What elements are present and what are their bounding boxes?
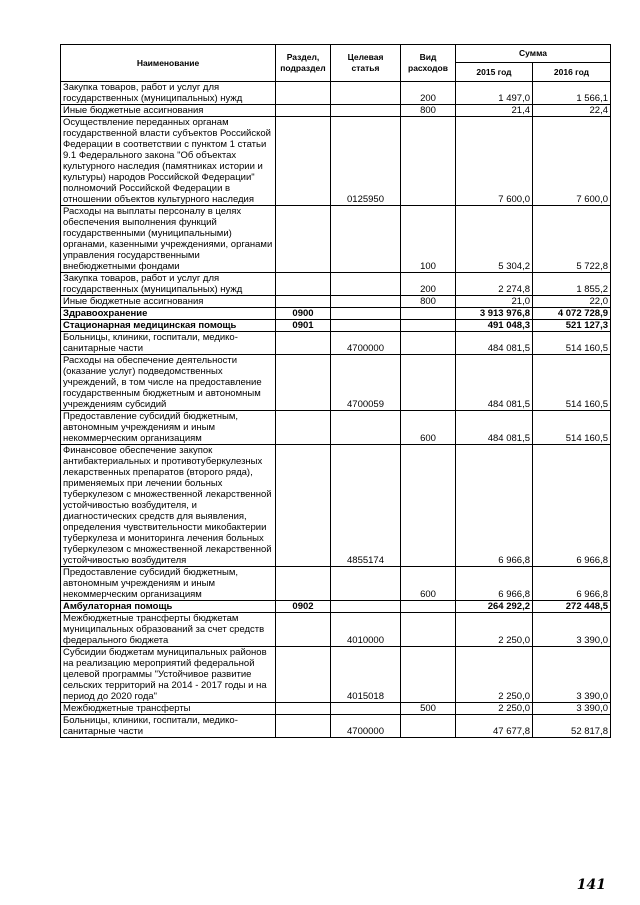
cell-y2016: 521 127,3 (533, 320, 611, 332)
cell-target: 4700000 (331, 332, 401, 355)
cell-name: Здравоохранение (61, 308, 276, 320)
cell-name: Финансовое обеспечение закупок антибактериальных и противотуберкулезных лекарственных препаратов (второго ряда), применяемых при лечении больных туберкулезом с множественной лекарственной устойчивостью возбудителя, и диагностических средств для выявления, определения чувствительности микобактерии туберкулеза и мониторинга лечения больных туберкулезом с множественной лекарственной устойчивостью возбудителя (61, 445, 276, 567)
cell-y2015: 2 250,0 (456, 647, 533, 703)
cell-type: 500 (401, 703, 456, 715)
cell-target: 4855174 (331, 445, 401, 567)
cell-type (401, 647, 456, 703)
cell-y2015: 21,0 (456, 296, 533, 308)
cell-y2015: 2 250,0 (456, 703, 533, 715)
cell-y2015: 484 081,5 (456, 332, 533, 355)
table-row (61, 296, 611, 308)
header-type: Вид расходов (401, 45, 456, 82)
cell-name: Закупка товаров, работ и услуг для государственных (муниципальных) нужд (61, 82, 276, 105)
table-body (61, 82, 611, 738)
table-row (61, 206, 611, 273)
cell-type (401, 320, 456, 332)
cell-section (276, 411, 331, 445)
cell-target (331, 105, 401, 117)
cell-target: 0125950 (331, 117, 401, 206)
cell-y2015: 1 497,0 (456, 82, 533, 105)
cell-y2016: 1 566,1 (533, 82, 611, 105)
cell-type: 600 (401, 567, 456, 601)
cell-target (331, 320, 401, 332)
cell-y2015: 484 081,5 (456, 411, 533, 445)
cell-y2015: 3 913 976,8 (456, 308, 533, 320)
cell-section: 0902 (276, 601, 331, 613)
cell-y2015: 2 250,0 (456, 613, 533, 647)
cell-target (331, 308, 401, 320)
cell-section (276, 117, 331, 206)
table-row (61, 601, 611, 613)
cell-section (276, 715, 331, 738)
cell-type (401, 445, 456, 567)
page-number: 141 (576, 877, 606, 893)
cell-y2016: 22,0 (533, 296, 611, 308)
cell-y2015: 6 966,8 (456, 567, 533, 601)
table-row (61, 445, 611, 567)
cell-name: Больницы, клиники, госпитали, медико-санитарные части (61, 332, 276, 355)
cell-type (401, 715, 456, 738)
cell-section (276, 206, 331, 273)
cell-y2015: 5 304,2 (456, 206, 533, 273)
cell-y2015: 47 677,8 (456, 715, 533, 738)
cell-section: 0901 (276, 320, 331, 332)
cell-y2015: 7 600,0 (456, 117, 533, 206)
table-row (61, 332, 611, 355)
cell-y2016: 3 390,0 (533, 647, 611, 703)
cell-type: 200 (401, 82, 456, 105)
cell-target (331, 296, 401, 308)
cell-name: Расходы на выплаты персоналу в целях обеспечения выполнения функций государственными (муниципальными) органами, казенными учреждениями, органами управления государственными внебюджетными фондами (61, 206, 276, 273)
cell-y2016: 6 966,8 (533, 567, 611, 601)
cell-type: 800 (401, 296, 456, 308)
cell-target (331, 567, 401, 601)
cell-name: Расходы на обеспечение деятельности (оказание услуг) подведомственных учреждений, в том числе на предоставление государственным бюджетным и автономным учреждениям субсидий (61, 355, 276, 411)
header-target: Целевая статья (331, 45, 401, 82)
table-row (61, 411, 611, 445)
table-row (61, 82, 611, 105)
table-row (61, 647, 611, 703)
cell-name: Субсидии бюджетам муниципальных районов на реализацию мероприятий федеральной целевой программы "Устойчивое развитие сельских территорий на 2014 - 2017 годы и на период до 2020 года" (61, 647, 276, 703)
cell-target (331, 206, 401, 273)
table-row (61, 105, 611, 117)
cell-y2016: 514 160,5 (533, 355, 611, 411)
cell-y2016: 4 072 728,9 (533, 308, 611, 320)
cell-name: Осуществление переданных органам государственной власти субъектов Российской Федерации в соответствии с пунктом 1 статьи 9.1 Федерального закона "Об объектах культурного наследия (памятниках истории и культуры) народов Российской Федерации" полномочий Российской Федерации в отношении объектов культурного наследия (61, 117, 276, 206)
cell-section (276, 355, 331, 411)
cell-target (331, 703, 401, 715)
cell-section (276, 82, 331, 105)
cell-target: 4700000 (331, 715, 401, 738)
header-year-2015: 2015 год (456, 63, 533, 82)
cell-target (331, 601, 401, 613)
cell-type (401, 308, 456, 320)
cell-section (276, 613, 331, 647)
cell-section (276, 273, 331, 296)
cell-y2015: 491 048,3 (456, 320, 533, 332)
cell-type (401, 355, 456, 411)
table-row (61, 117, 611, 206)
header-year-2016: 2016 год (533, 63, 611, 82)
cell-y2016: 514 160,5 (533, 411, 611, 445)
cell-type: 200 (401, 273, 456, 296)
cell-section: 0900 (276, 308, 331, 320)
cell-name: Иные бюджетные ассигнования (61, 105, 276, 117)
cell-target (331, 82, 401, 105)
cell-y2016: 7 600,0 (533, 117, 611, 206)
cell-y2016: 1 855,2 (533, 273, 611, 296)
cell-section (276, 703, 331, 715)
table-row (61, 703, 611, 715)
cell-type: 100 (401, 206, 456, 273)
cell-y2016: 3 390,0 (533, 703, 611, 715)
cell-type (401, 332, 456, 355)
cell-target (331, 273, 401, 296)
header-section: Раздел, подраздел (276, 45, 331, 82)
cell-section (276, 567, 331, 601)
cell-name: Иные бюджетные ассигнования (61, 296, 276, 308)
cell-y2016: 272 448,5 (533, 601, 611, 613)
header-name: Наименование (61, 45, 276, 82)
cell-section (276, 647, 331, 703)
cell-y2016: 6 966,8 (533, 445, 611, 567)
cell-name: Межбюджетные трансферты (61, 703, 276, 715)
cell-section (276, 445, 331, 567)
cell-target: 4010000 (331, 613, 401, 647)
cell-type: 800 (401, 105, 456, 117)
table-row (61, 715, 611, 738)
cell-y2015: 21,4 (456, 105, 533, 117)
header-sum: Сумма (456, 45, 611, 63)
table-row (61, 355, 611, 411)
table-row (61, 567, 611, 601)
cell-type (401, 613, 456, 647)
cell-section (276, 332, 331, 355)
cell-y2015: 2 274,8 (456, 273, 533, 296)
cell-y2015: 264 292,2 (456, 601, 533, 613)
cell-y2016: 514 160,5 (533, 332, 611, 355)
cell-name: Стационарная медицинская помощь (61, 320, 276, 332)
table-row (61, 308, 611, 320)
cell-name: Закупка товаров, работ и услуг для государственных (муниципальных) нужд (61, 273, 276, 296)
table-row (61, 273, 611, 296)
cell-y2015: 6 966,8 (456, 445, 533, 567)
cell-name: Межбюджетные трансферты бюджетам муниципальных образований за счет средств федерального бюджета (61, 613, 276, 647)
cell-type (401, 601, 456, 613)
table-row (61, 320, 611, 332)
cell-y2016: 22,4 (533, 105, 611, 117)
cell-section (276, 105, 331, 117)
table-header (61, 45, 611, 82)
cell-y2016: 52 817,8 (533, 715, 611, 738)
cell-y2015: 484 081,5 (456, 355, 533, 411)
budget-table (60, 44, 611, 738)
cell-name: Больницы, клиники, госпитали, медико-санитарные части (61, 715, 276, 738)
cell-target: 4015018 (331, 647, 401, 703)
cell-name: Амбулаторная помощь (61, 601, 276, 613)
cell-y2016: 5 722,8 (533, 206, 611, 273)
cell-name: Предоставление субсидий бюджетным, автономным учреждениям и иным некоммерческим организациям (61, 411, 276, 445)
cell-section (276, 296, 331, 308)
cell-target (331, 411, 401, 445)
cell-type (401, 117, 456, 206)
cell-name: Предоставление субсидий бюджетным, автономным учреждениям и иным некоммерческим организациям (61, 567, 276, 601)
cell-y2016: 3 390,0 (533, 613, 611, 647)
cell-type: 600 (401, 411, 456, 445)
cell-target: 4700059 (331, 355, 401, 411)
table-row (61, 613, 611, 647)
